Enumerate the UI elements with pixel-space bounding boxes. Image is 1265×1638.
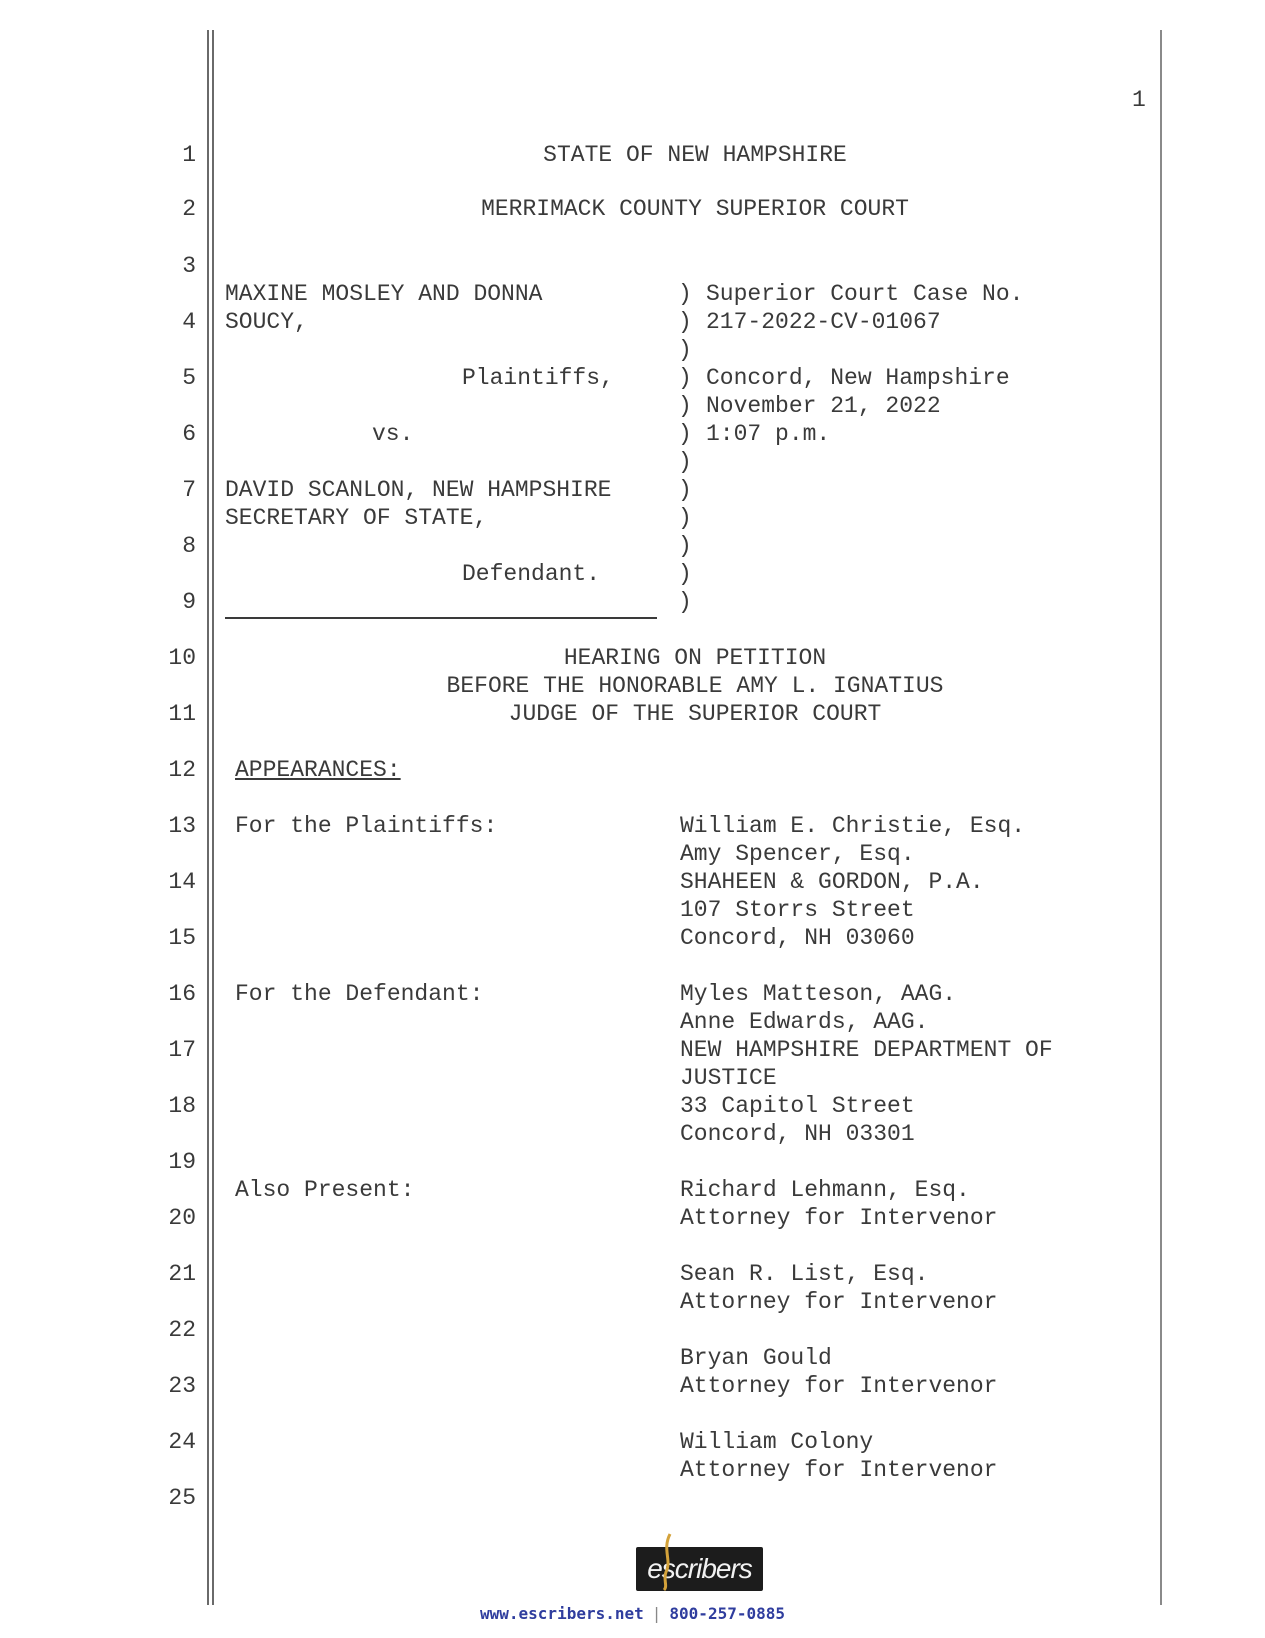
case-location: Concord, New Hampshire [706,365,1010,391]
also-present-role: Attorney for Intervenor [680,1457,998,1483]
also-present-name: Sean R. List, Esq. [680,1261,929,1287]
line-number: 23 [168,1373,196,1399]
defendant-counsel-line: NEW HAMPSHIRE DEPARTMENT OF [680,1037,1053,1063]
caption-paren: ) [678,589,692,615]
line-number: 19 [168,1149,196,1175]
plaintiffs-counsel-line: 107 Storrs Street [680,897,915,923]
header-court: MERRIMACK COUNTY SUPERIOR COURT [481,196,909,222]
caption-plaintiffs-line1: MAXINE MOSLEY AND DONNA [225,281,543,307]
caption-defendant-line2: SECRETARY OF STATE, [225,505,488,531]
line-number: 5 [182,365,196,391]
caption-paren: ) [678,505,692,531]
caption-paren: ) [678,309,692,335]
header-state: STATE OF NEW HAMPSHIRE [543,142,847,168]
line-number: 15 [168,925,196,951]
line-number: 8 [182,533,196,559]
footer-website[interactable]: www.escribers.net [480,1604,644,1623]
caption-paren: ) [678,337,692,363]
defendant-counsel-line: Anne Edwards, AAG. [680,1009,929,1035]
also-present-role: Attorney for Intervenor [680,1373,998,1399]
defendant-counsel-line: 33 Capitol Street [680,1093,915,1119]
also-present-role: Attorney for Intervenor [680,1205,998,1231]
line-number: 2 [182,196,196,222]
caption-paren: ) [678,421,692,447]
caption-vs: vs. [372,421,414,447]
also-present-name: William Colony [680,1429,874,1455]
also-present-role: Attorney for Intervenor [680,1289,998,1315]
footer-contact [0,1604,1265,1623]
hearing-judge: BEFORE THE HONORABLE AMY L. IGNATIUS [446,673,944,699]
also-present-name: Richard Lehmann, Esq. [680,1177,970,1203]
line-number: 20 [168,1205,196,1231]
quill-swoosh-icon [660,1532,674,1592]
line-number: 17 [168,1037,196,1063]
plaintiffs-counsel-line: William E. Christie, Esq. [680,813,1026,839]
caption-paren: ) [678,533,692,559]
escribers-logo-text: escribers [647,1553,752,1584]
line-number: 22 [168,1317,196,1343]
line-number: 1 [182,142,196,168]
line-number: 13 [168,813,196,839]
line-number: 12 [168,757,196,783]
hearing-court: JUDGE OF THE SUPERIOR COURT [508,701,882,727]
line-number: 16 [168,981,196,1007]
line-number: 11 [168,701,196,727]
line-number: 6 [182,421,196,447]
caption-plaintiffs-line2: SOUCY, [225,309,308,335]
line-number: 7 [182,477,196,503]
line-number: 18 [168,1093,196,1119]
footer-separator: | [651,1604,662,1623]
line-number: 14 [168,869,196,895]
plaintiffs-counsel-label: For the Plaintiffs: [235,813,498,839]
caption-plaintiffs-label: Plaintiffs, [462,365,614,391]
line-number: 24 [168,1429,196,1455]
also-present-name: Bryan Gould [680,1345,832,1371]
escribers-logo [636,1547,763,1591]
case-time: 1:07 p.m. [706,421,831,447]
plaintiffs-counsel-line: Amy Spencer, Esq. [680,841,915,867]
line-number: 4 [182,309,196,335]
case-label: Superior Court Case No. [706,281,1024,307]
margin-rule-right [1160,30,1162,1605]
defendant-counsel-line: Myles Matteson, AAG. [680,981,957,1007]
caption-defendant-label: Defendant. [462,561,601,587]
plaintiffs-counsel-line: Concord, NH 03060 [680,925,915,951]
also-present-label: Also Present: [235,1177,415,1203]
case-date: November 21, 2022 [706,393,941,419]
caption-paren: ) [678,365,692,391]
footer-phone: 800-257-0885 [669,1604,785,1623]
margin-rule-left [207,30,209,1605]
hearing-title: HEARING ON PETITION [563,645,827,671]
page-number: 1 [1132,87,1146,113]
defendant-counsel-line: JUSTICE [680,1065,777,1091]
case-number: 217-2022-CV-01067 [706,309,941,335]
caption-paren: ) [678,281,692,307]
caption-defendant-line1: DAVID SCANLON, NEW HAMPSHIRE [225,477,612,503]
line-number: 10 [168,645,196,671]
appearances-heading: APPEARANCES: [235,757,401,783]
line-number: 21 [168,1261,196,1287]
caption-paren: ) [678,449,692,475]
margin-rule-left-inner [212,30,214,1605]
plaintiffs-counsel-line: SHAHEEN & GORDON, P.A. [680,869,984,895]
caption-paren: ) [678,393,692,419]
defendant-counsel-line: Concord, NH 03301 [680,1121,915,1147]
defendant-counsel-label: For the Defendant: [235,981,484,1007]
line-number: 25 [168,1485,196,1511]
line-number: 3 [182,253,196,279]
caption-paren: ) [678,561,692,587]
line-number: 9 [182,589,196,615]
caption-paren: ) [678,477,692,503]
caption-signature-line [225,617,657,619]
